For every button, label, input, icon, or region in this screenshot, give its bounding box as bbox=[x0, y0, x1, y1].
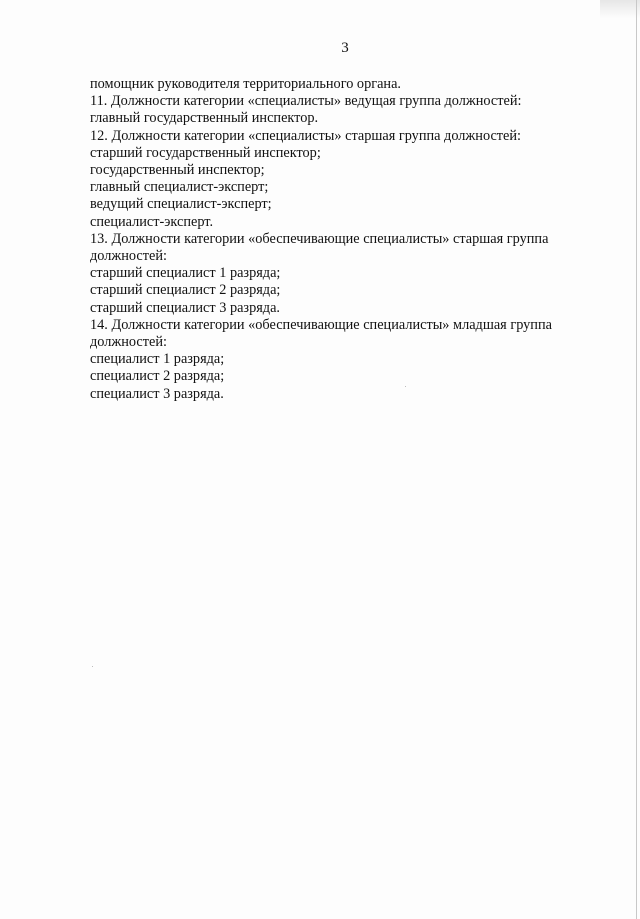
section-13-heading: 13. Должности категории «обеспечивающие специалисты» старшая группа bbox=[90, 230, 549, 247]
scan-speck bbox=[92, 666, 93, 667]
section-14-heading: 14. Должности категории «обеспечивающие специалисты» младшая группа bbox=[90, 316, 552, 333]
text-line: старший специалист 2 разряда; bbox=[90, 282, 281, 299]
scan-shadow bbox=[600, 0, 640, 18]
scan-speck bbox=[405, 386, 406, 387]
text-line: специалист 3 разряда. bbox=[90, 385, 224, 402]
text-line: специалист 1 разряда; bbox=[90, 351, 225, 368]
text-line: старший государственный инспектор; bbox=[90, 144, 321, 161]
text-line: специалист 2 разряда; bbox=[90, 368, 225, 385]
text-line: ведущий специалист-эксперт; bbox=[90, 196, 272, 213]
section-12-heading: 12. Должности категории «специалисты» старшая группа должностей: bbox=[90, 127, 522, 144]
text-line: должностей: bbox=[90, 248, 167, 265]
text-line: главный специалист-эксперт; bbox=[90, 179, 269, 196]
text-line: старший специалист 3 разряда. bbox=[90, 299, 280, 316]
text-line: специалист-эксперт. bbox=[90, 213, 214, 230]
document-body bbox=[90, 76, 600, 403]
text-line: должностей: bbox=[90, 334, 167, 351]
scan-edge bbox=[636, 0, 637, 919]
section-11-heading: 11. Должности категории «специалисты» ведущая группа должностей: bbox=[90, 93, 522, 110]
text-line: главный государственный инспектор. bbox=[90, 110, 319, 127]
text-line: старший специалист 1 разряда; bbox=[90, 265, 281, 282]
page-number: 3 bbox=[341, 40, 349, 56]
text-line: помощник руководителя территориального органа. bbox=[90, 76, 402, 92]
text-line: государственный инспектор; bbox=[90, 162, 265, 179]
